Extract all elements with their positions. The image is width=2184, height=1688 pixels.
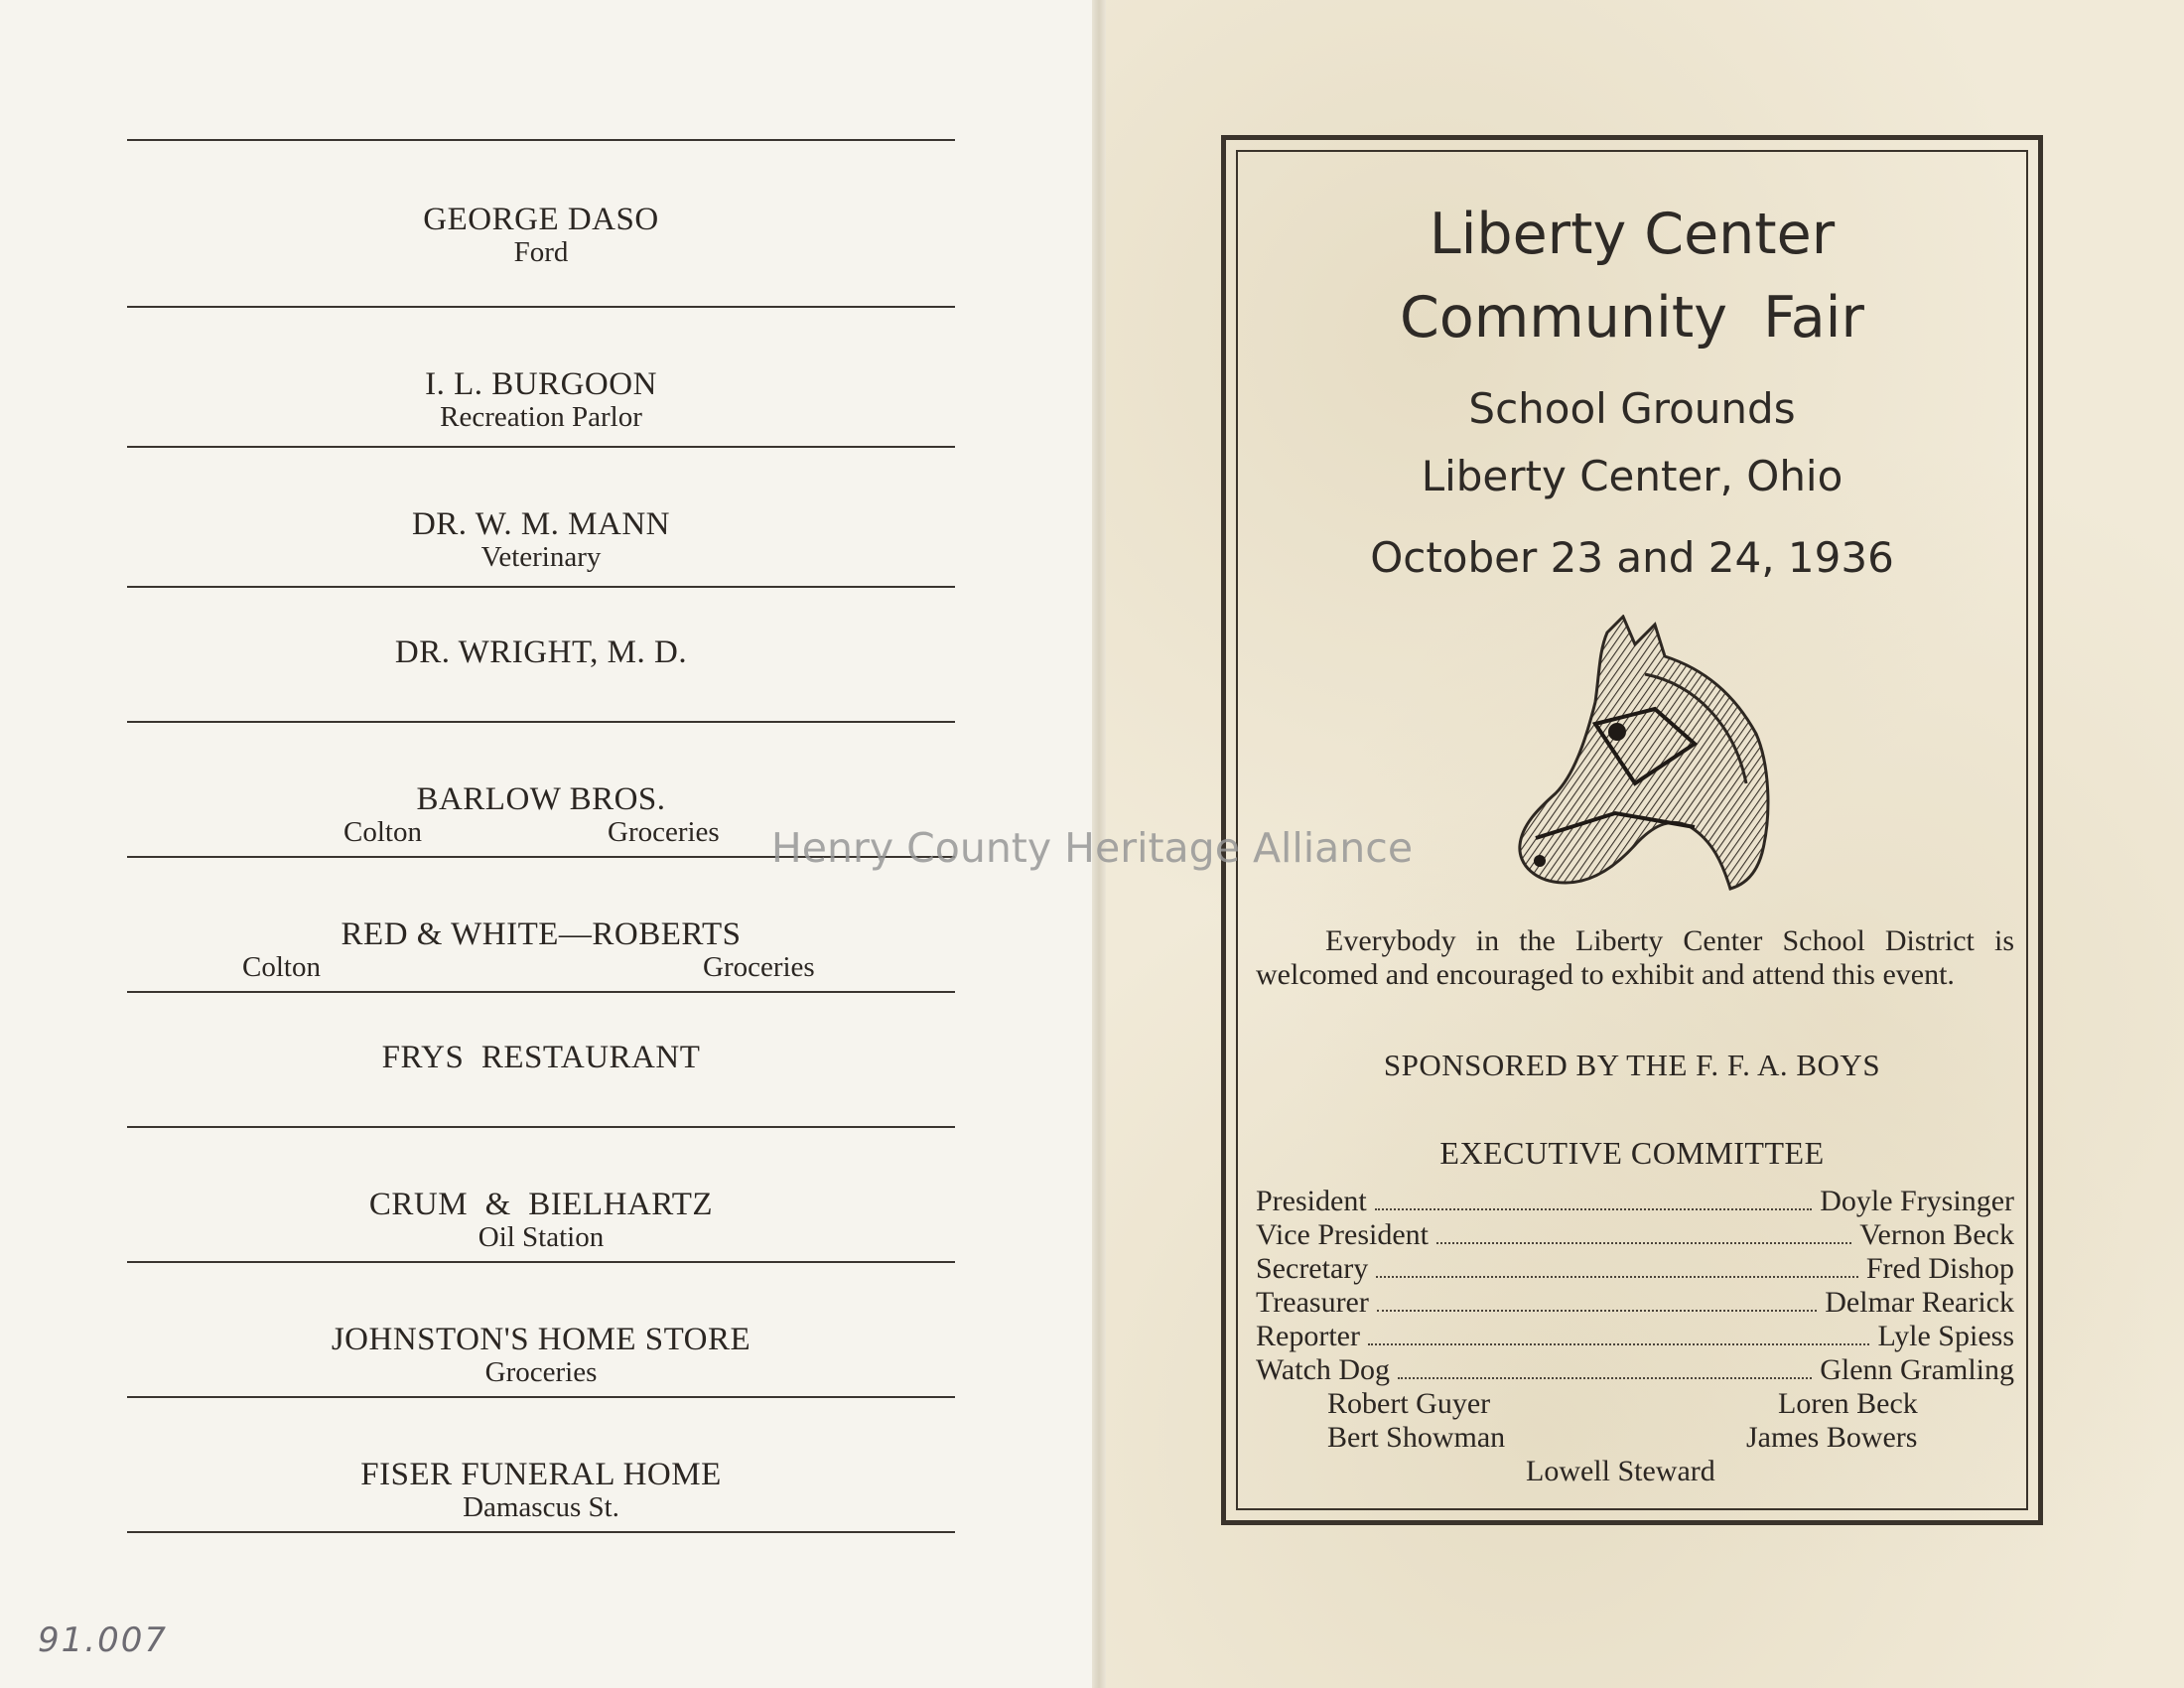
ad-red-white-roberts	[127, 858, 955, 991]
ad-crum-bielhartz	[127, 1128, 955, 1261]
horse-head-icon	[1496, 615, 1784, 893]
member-name: James Bowers	[1746, 1421, 1918, 1454]
dot-leader	[1368, 1322, 1870, 1345]
ad-name: GEORGE DASO	[423, 202, 659, 237]
officer-role: President	[1256, 1185, 1367, 1217]
ad-mann	[127, 448, 955, 586]
ad-name: FISER FUNERAL HOME	[360, 1457, 722, 1492]
officer-role: Watch Dog	[1256, 1353, 1391, 1386]
ad-frys-restaurant	[127, 993, 955, 1126]
ad-name: I. L. BURGOON	[425, 366, 657, 402]
ad-subtitle: Groceries	[484, 1356, 598, 1388]
fair-dates: October 23 and 24, 1936	[1370, 533, 1894, 582]
officer-name: Doyle Frysinger	[1820, 1185, 2014, 1217]
officer-role: Reporter	[1256, 1320, 1360, 1352]
ad-subtitle: Damascus St.	[463, 1491, 619, 1523]
ad-category: Groceries	[703, 951, 815, 983]
member-name: Loren Beck	[1778, 1387, 1918, 1420]
ad-category: Groceries	[608, 816, 720, 848]
officer-name: Lyle Spiess	[1877, 1320, 2014, 1352]
member-name: Bert Showman	[1327, 1421, 1506, 1454]
fair-title-line1: Liberty Center	[1429, 202, 1836, 267]
ad-subtitle: Ford	[513, 236, 569, 268]
officer-row	[1256, 1218, 2014, 1252]
divider	[127, 1531, 955, 1533]
ad-name: RED & WHITE—ROBERTS	[341, 916, 742, 952]
officer-row	[1256, 1353, 2014, 1387]
ad-name: BARLOW BROS.	[416, 781, 666, 817]
venue-line2: Liberty Center, Ohio	[1421, 452, 1843, 500]
officer-list	[1256, 1185, 2014, 1387]
officer-row	[1256, 1252, 2014, 1286]
ad-name: DR. WRIGHT, M. D.	[394, 634, 688, 670]
ad-fiser-funeral	[127, 1398, 955, 1531]
ad-subtitle: Recreation Parlor	[440, 401, 642, 433]
committee-members	[1256, 1387, 2014, 1488]
officer-row	[1256, 1286, 2014, 1320]
ad-george-daso	[127, 141, 955, 306]
officer-row	[1256, 1185, 2014, 1218]
officer-name: Delmar Rearick	[1825, 1286, 2014, 1319]
ad-name: CRUM & BIELHARTZ	[368, 1187, 714, 1222]
dot-leader	[1436, 1220, 1851, 1244]
ad-subtitle: Oil Station	[478, 1221, 605, 1253]
dot-leader	[1375, 1187, 1813, 1210]
committee-heading: EXECUTIVE COMMITTEE	[1439, 1135, 1825, 1171]
ad-burgoon	[127, 308, 955, 446]
officer-role: Vice President	[1256, 1218, 1429, 1251]
sponsor-line: SPONSORED BY THE F. F. A. BOYS	[1383, 1048, 1881, 1082]
catalog-number: 91.007	[38, 1620, 168, 1660]
officer-role: Treasurer	[1256, 1286, 1369, 1319]
officer-role: Secretary	[1256, 1252, 1369, 1285]
ad-name: FRYS RESTAURANT	[381, 1040, 701, 1075]
venue-line1: School Grounds	[1468, 384, 1796, 433]
officer-name: Fred Dishop	[1865, 1252, 2014, 1285]
ad-wright	[127, 588, 955, 721]
ad-subtitle: Veterinary	[480, 541, 602, 573]
officer-name: Vernon Beck	[1859, 1218, 2014, 1251]
fair-title-line2: Community Fair	[1400, 285, 1864, 351]
dot-leader	[1376, 1254, 1858, 1278]
welcome-text: Everybody in the Liberty Center School District is welcomed and encouraged to exhibit and attend this event.	[1256, 924, 2014, 991]
member-name: Robert Guyer	[1327, 1387, 1491, 1420]
officer-row	[1256, 1320, 2014, 1353]
watermark: Henry County Heritage Alliance	[770, 824, 1414, 872]
dot-leader	[1398, 1355, 1812, 1379]
ad-location: Colton	[242, 951, 321, 983]
ad-name: JOHNSTON'S HOME STORE	[331, 1322, 751, 1357]
ad-johnstons	[127, 1263, 955, 1396]
member-name: Lowell Steward	[1526, 1455, 1715, 1487]
ad-name: DR. W. M. MANN	[411, 506, 671, 542]
officer-name: Glenn Gramling	[1820, 1353, 2014, 1386]
ad-location: Colton	[343, 816, 422, 848]
dot-leader	[1377, 1288, 1817, 1312]
